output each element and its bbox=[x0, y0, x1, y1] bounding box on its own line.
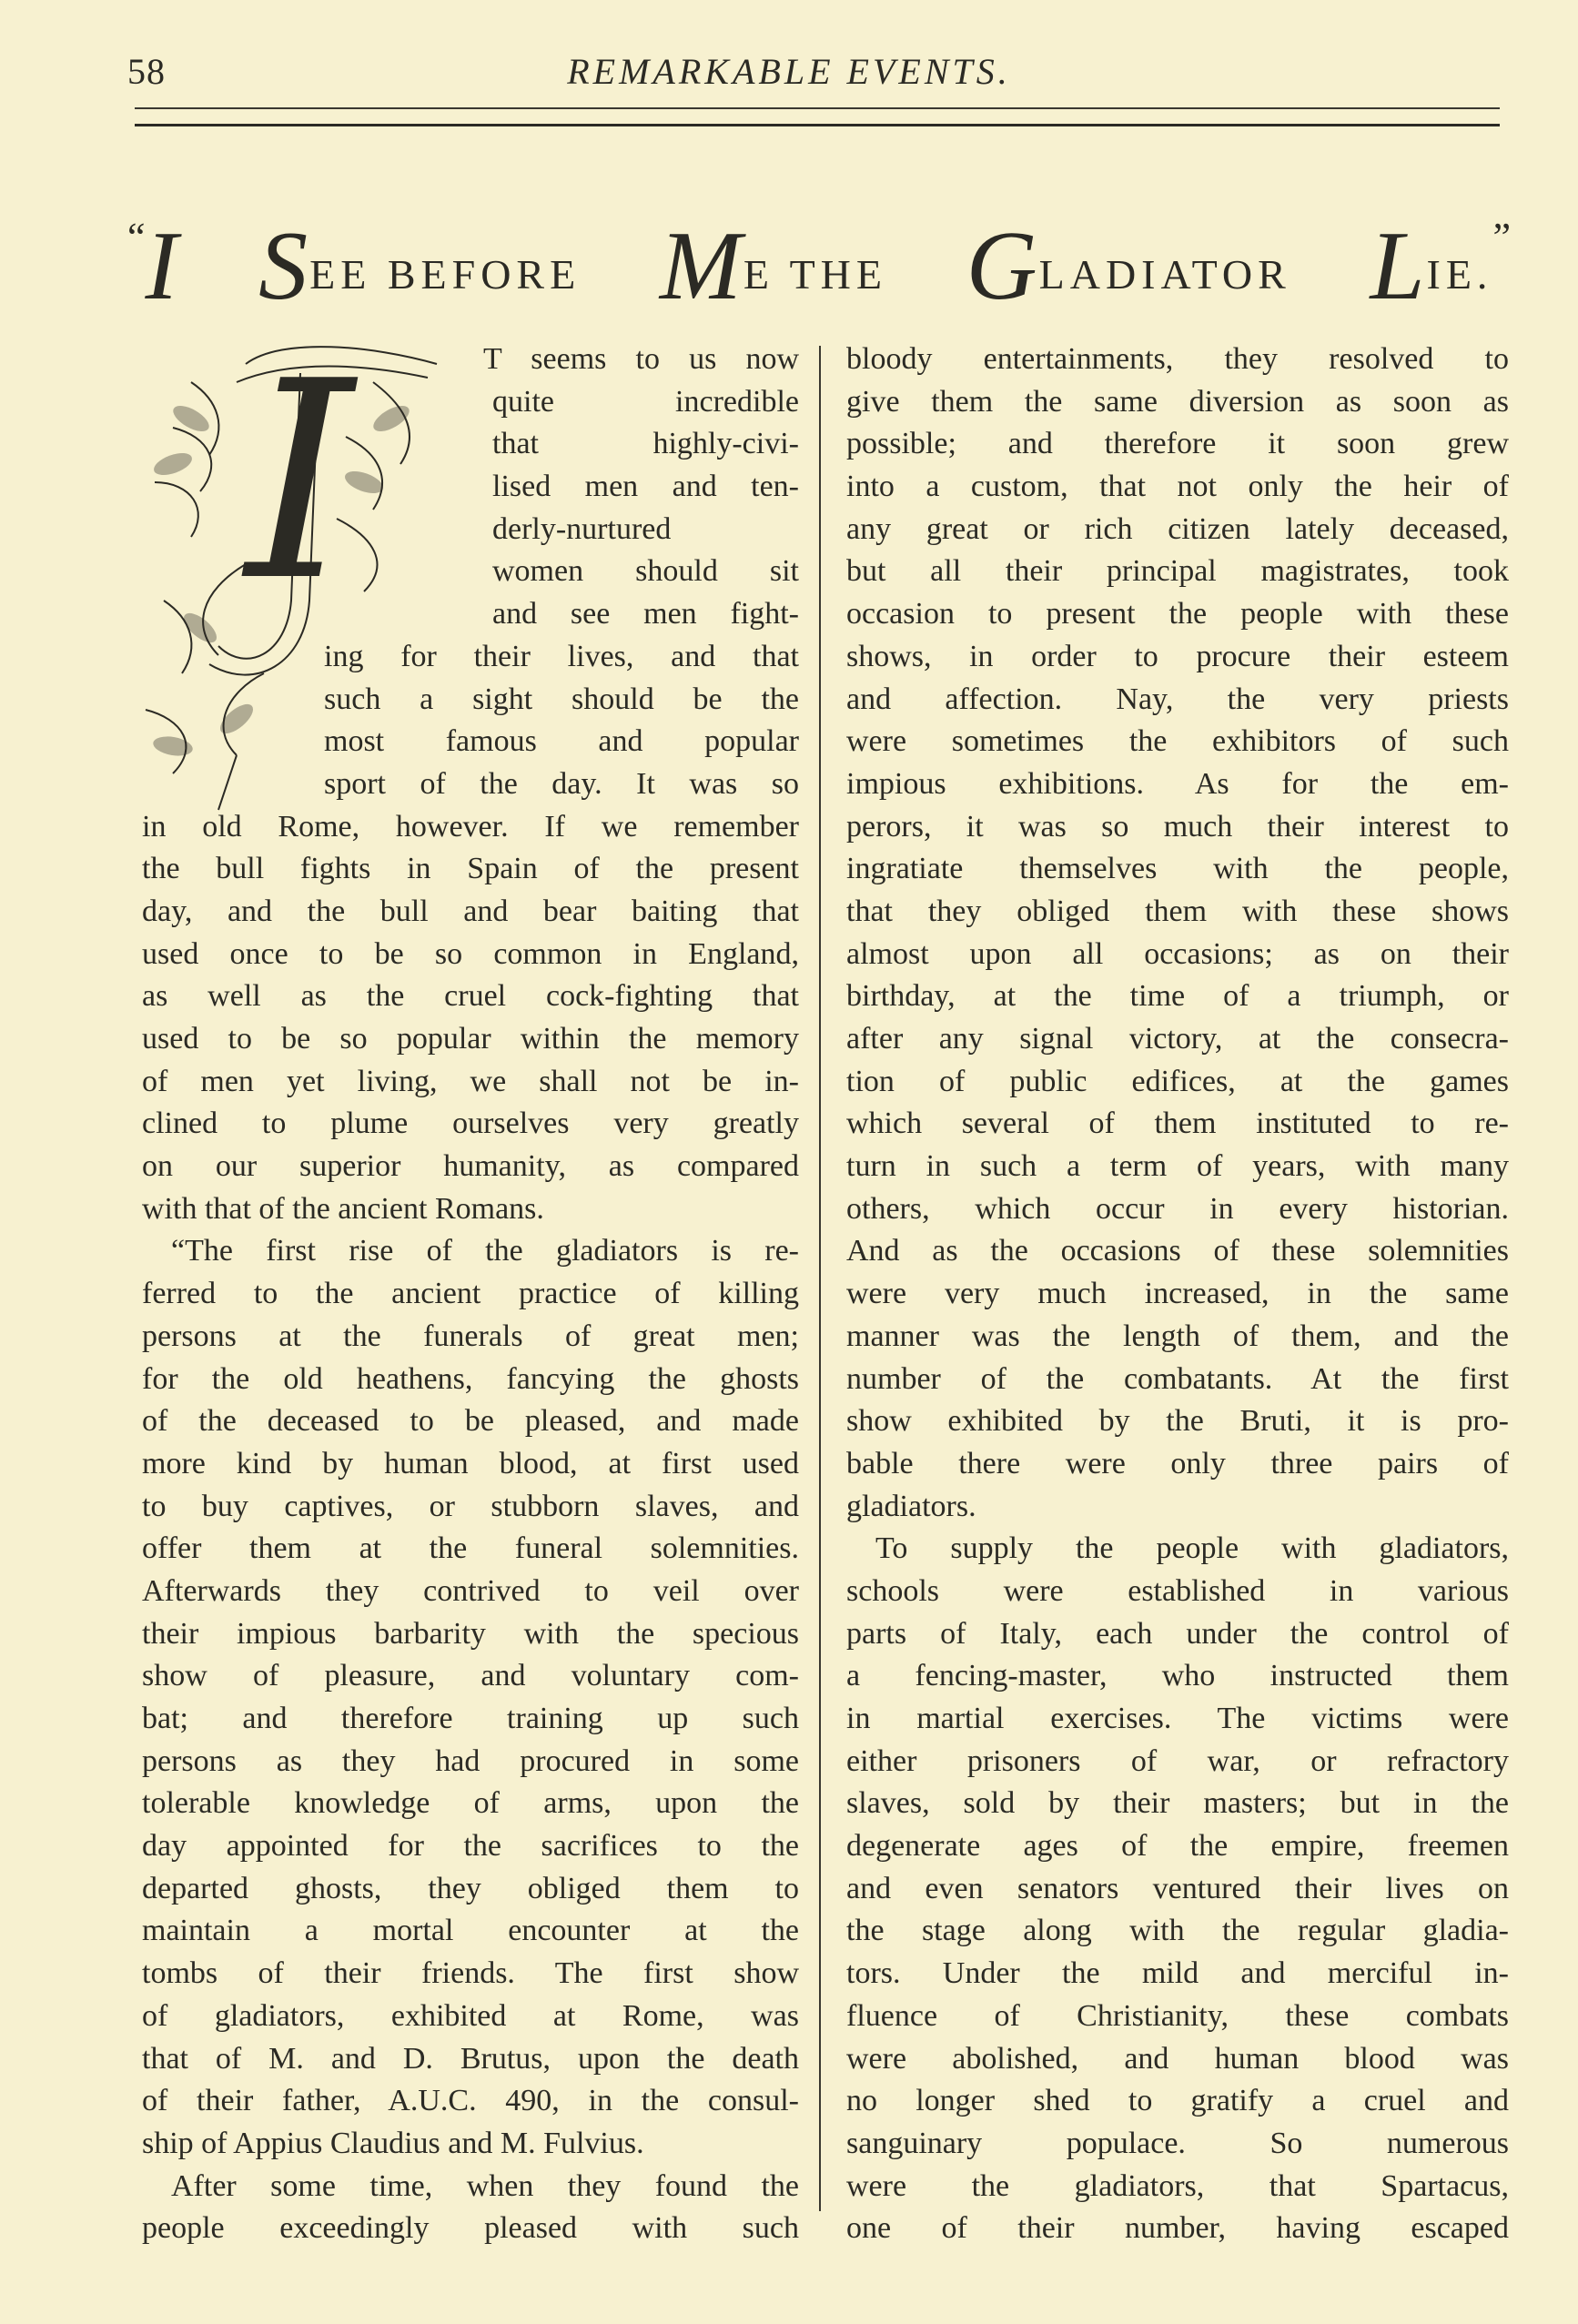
text-line: birthday, at the time of a triumph, or bbox=[846, 979, 1509, 1014]
text-line: degenerate ages of the empire, freemen bbox=[846, 1829, 1509, 1864]
title-word-rest: EE BEFORE bbox=[309, 251, 582, 298]
text-line: ship of Appius Claudius and M. Fulvius. bbox=[142, 2126, 644, 2160]
title-word-3 bbox=[659, 197, 887, 320]
text-line: “The first rise of the gladiators is re- bbox=[171, 1234, 799, 1268]
text-line: used to be so popular within the memory bbox=[142, 1022, 799, 1056]
header-rule-thin bbox=[135, 107, 1500, 109]
text-line: T seems to us now bbox=[483, 342, 799, 376]
text-line: with that of the ancient Romans. bbox=[142, 1191, 544, 1226]
header-rule-thick bbox=[135, 124, 1500, 126]
text-line: manner was the length of them, and the bbox=[846, 1319, 1509, 1353]
text-line: sanguinary populace. So numerous bbox=[846, 2126, 1509, 2160]
title-word-1 bbox=[127, 197, 180, 320]
left-para-1 bbox=[142, 323, 799, 1230]
title-word-cap: S bbox=[258, 212, 309, 320]
text-line: more kind by human blood, at first used bbox=[142, 1446, 799, 1480]
text-line: into a custom, that not only the heir of bbox=[846, 470, 1509, 504]
text-line: clined to plume ourselves very greatly bbox=[142, 1106, 799, 1141]
text-line: that highly-civi- bbox=[492, 427, 799, 461]
text-line: persons as they had procured in some bbox=[142, 1743, 799, 1778]
text-line: bloody entertainments, they resolved to bbox=[846, 342, 1509, 376]
text-line: were abolished, and human blood was bbox=[846, 2041, 1509, 2076]
text-line: but all their principal magistrates, took bbox=[846, 554, 1509, 589]
text-line: such a sight should be the bbox=[324, 682, 799, 716]
text-line: the stage along with the regular gladia- bbox=[846, 1914, 1509, 1948]
text-line: give them the same diversion as soon as bbox=[846, 384, 1509, 419]
text-line: day appointed for the sacrifices to the bbox=[142, 1829, 799, 1864]
text-line: possible; and therefore it soon grew bbox=[846, 427, 1509, 461]
text-line: departed ghosts, they obliged them to bbox=[142, 1871, 799, 1905]
text-line: persons at the funerals of great men; bbox=[142, 1319, 799, 1353]
title-close-quote: ” bbox=[1492, 215, 1511, 259]
text-line: in martial exercises. The victims were bbox=[846, 1702, 1509, 1735]
right-para-2 bbox=[846, 1528, 1509, 2250]
text-line: derly-nurtured bbox=[492, 511, 672, 546]
text-line: used once to be so common in England, bbox=[142, 936, 799, 971]
text-line: tors. Under the mild and merciful in- bbox=[846, 1956, 1509, 1991]
title-word-cap: G bbox=[966, 212, 1037, 320]
text-line: a fencing-master, who instructed them bbox=[846, 1659, 1509, 1693]
text-line: the bull fights in Spain of the present bbox=[142, 852, 799, 886]
text-line: were sometimes the exhibitors of such bbox=[846, 724, 1509, 759]
left-para-2 bbox=[142, 1230, 799, 2165]
title-word-cap: L bbox=[1370, 212, 1425, 320]
text-line: occasion to present the people with these bbox=[846, 597, 1509, 632]
title-word-rest: IE. bbox=[1426, 251, 1493, 298]
dropcap-letter: I bbox=[246, 323, 354, 641]
left-column bbox=[142, 323, 799, 2250]
text-line: almost upon all occasions; as on their bbox=[846, 936, 1509, 971]
text-line: ing for their lives, and that bbox=[324, 639, 799, 673]
text-line: fluence of Christianity, these combats bbox=[846, 1998, 1509, 2033]
text-line: perors, it was so much their interest to bbox=[846, 809, 1509, 844]
text-line: that of M. and D. Brutus, upon the death bbox=[142, 2041, 799, 2076]
text-line: their impious barbarity with the specious bbox=[142, 1616, 799, 1651]
text-line: of the deceased to be pleased, and made bbox=[142, 1404, 799, 1439]
text-line: sport of the day. It was so bbox=[324, 766, 799, 801]
text-line: impious exhibitions. As for the em- bbox=[846, 766, 1509, 801]
title-word-cap: I bbox=[145, 212, 178, 320]
page-number: 58 bbox=[127, 51, 166, 92]
title-word-4 bbox=[966, 197, 1291, 320]
text-line: turn in such a term of years, with many bbox=[846, 1149, 1509, 1184]
text-line: quite incredible bbox=[492, 384, 799, 419]
text-line: lised men and ten- bbox=[492, 470, 799, 504]
text-line: any great or rich citizen lately deceased, bbox=[846, 511, 1509, 546]
text-line: either prisoners of war, or refractory bbox=[846, 1743, 1509, 1778]
text-line: of their father, A.U.C. 490, in the consul- bbox=[142, 2084, 799, 2118]
text-line: ferred to the ancient practice of killing bbox=[142, 1277, 799, 1311]
text-line: After some time, when they found the bbox=[171, 2168, 799, 2203]
text-line: and affection. Nay, the very priests bbox=[846, 682, 1509, 716]
text-line: slaves, sold by their masters; but in the bbox=[846, 1786, 1509, 1821]
text-line: no longer shed to gratify a cruel and bbox=[846, 2084, 1509, 2118]
right-column bbox=[846, 338, 1509, 2250]
title-word-rest: LADIATOR bbox=[1038, 251, 1291, 298]
text-line: offer them at the funeral solemnities. bbox=[142, 1531, 799, 1566]
title-word-5 bbox=[1370, 197, 1511, 320]
text-line: for the old heathens, fancying the ghosts bbox=[142, 1361, 799, 1396]
text-line: people exceedingly pleased with such bbox=[142, 2211, 799, 2246]
chapter-title bbox=[127, 187, 1511, 320]
text-line: tolerable knowledge of arms, upon the bbox=[142, 1786, 799, 1821]
text-line: And as the occasions of these solemnities bbox=[846, 1234, 1509, 1268]
text-line: most famous and popular bbox=[324, 724, 799, 759]
text-line: bable there were only three pairs of bbox=[846, 1446, 1509, 1480]
right-para-1 bbox=[846, 338, 1509, 1528]
text-line: as well as the cruel cock-fighting that bbox=[142, 979, 799, 1014]
text-line: to buy captives, or stubborn slaves, and bbox=[142, 1489, 799, 1523]
text-line: maintain a mortal encounter at the bbox=[142, 1914, 799, 1948]
text-line: were the gladiators, that Spartacus, bbox=[846, 2168, 1509, 2203]
text-line: gladiators. bbox=[846, 1489, 976, 1523]
text-line: shows, in order to procure their esteem bbox=[846, 639, 1509, 673]
text-line: on our superior humanity, as compared bbox=[142, 1149, 799, 1184]
text-line: and see men fight- bbox=[492, 597, 799, 632]
text-line: women should sit bbox=[492, 554, 799, 589]
text-line: Afterwards they contrived to veil over bbox=[142, 1573, 799, 1608]
text-line: were very much increased, in the same bbox=[846, 1277, 1509, 1311]
text-line: bat; and therefore training up such bbox=[142, 1702, 799, 1735]
left-para-3 bbox=[142, 2166, 799, 2250]
text-line: day, and the bull and bear baiting that bbox=[142, 894, 799, 928]
text-line: after any signal victory, at the consecra- bbox=[846, 1022, 1509, 1056]
text-line: of gladiators, exhibited at Rome, was bbox=[142, 1998, 799, 2033]
text-line: number of the combatants. At the first bbox=[846, 1361, 1509, 1396]
title-word-2 bbox=[258, 197, 582, 320]
text-line: others, which occur in every historian. bbox=[846, 1191, 1509, 1226]
title-word-cap: M bbox=[659, 212, 742, 320]
text-line: show exhibited by the Bruti, it is pro- bbox=[846, 1404, 1509, 1439]
title-open-quote: “ bbox=[127, 215, 146, 259]
running-title: REMARKABLE EVENTS. bbox=[567, 51, 1011, 92]
text-line: tion of public edifices, at the games bbox=[846, 1064, 1509, 1098]
text-line: tombs of their friends. The first show bbox=[142, 1956, 799, 1991]
text-line: in old Rome, however. If we remember bbox=[142, 809, 799, 844]
text-line: one of their number, having escaped bbox=[846, 2211, 1509, 2246]
text-line: which several of them instituted to re- bbox=[846, 1106, 1509, 1141]
text-line: that they obliged them with these shows bbox=[846, 894, 1509, 928]
title-word-rest: E THE bbox=[743, 251, 887, 298]
text-line: of men yet living, we shall not be in- bbox=[142, 1064, 799, 1098]
text-line: and even senators ventured their lives on bbox=[846, 1871, 1509, 1905]
text-line: schools were established in various bbox=[846, 1573, 1509, 1608]
text-line: parts of Italy, each under the control of bbox=[846, 1616, 1509, 1651]
text-line: show of pleasure, and voluntary com- bbox=[142, 1659, 799, 1693]
column-divider bbox=[819, 346, 821, 2211]
text-line: To supply the people with gladiators, bbox=[875, 1531, 1509, 1566]
text-line: ingratiate themselves with the people, bbox=[846, 852, 1509, 886]
